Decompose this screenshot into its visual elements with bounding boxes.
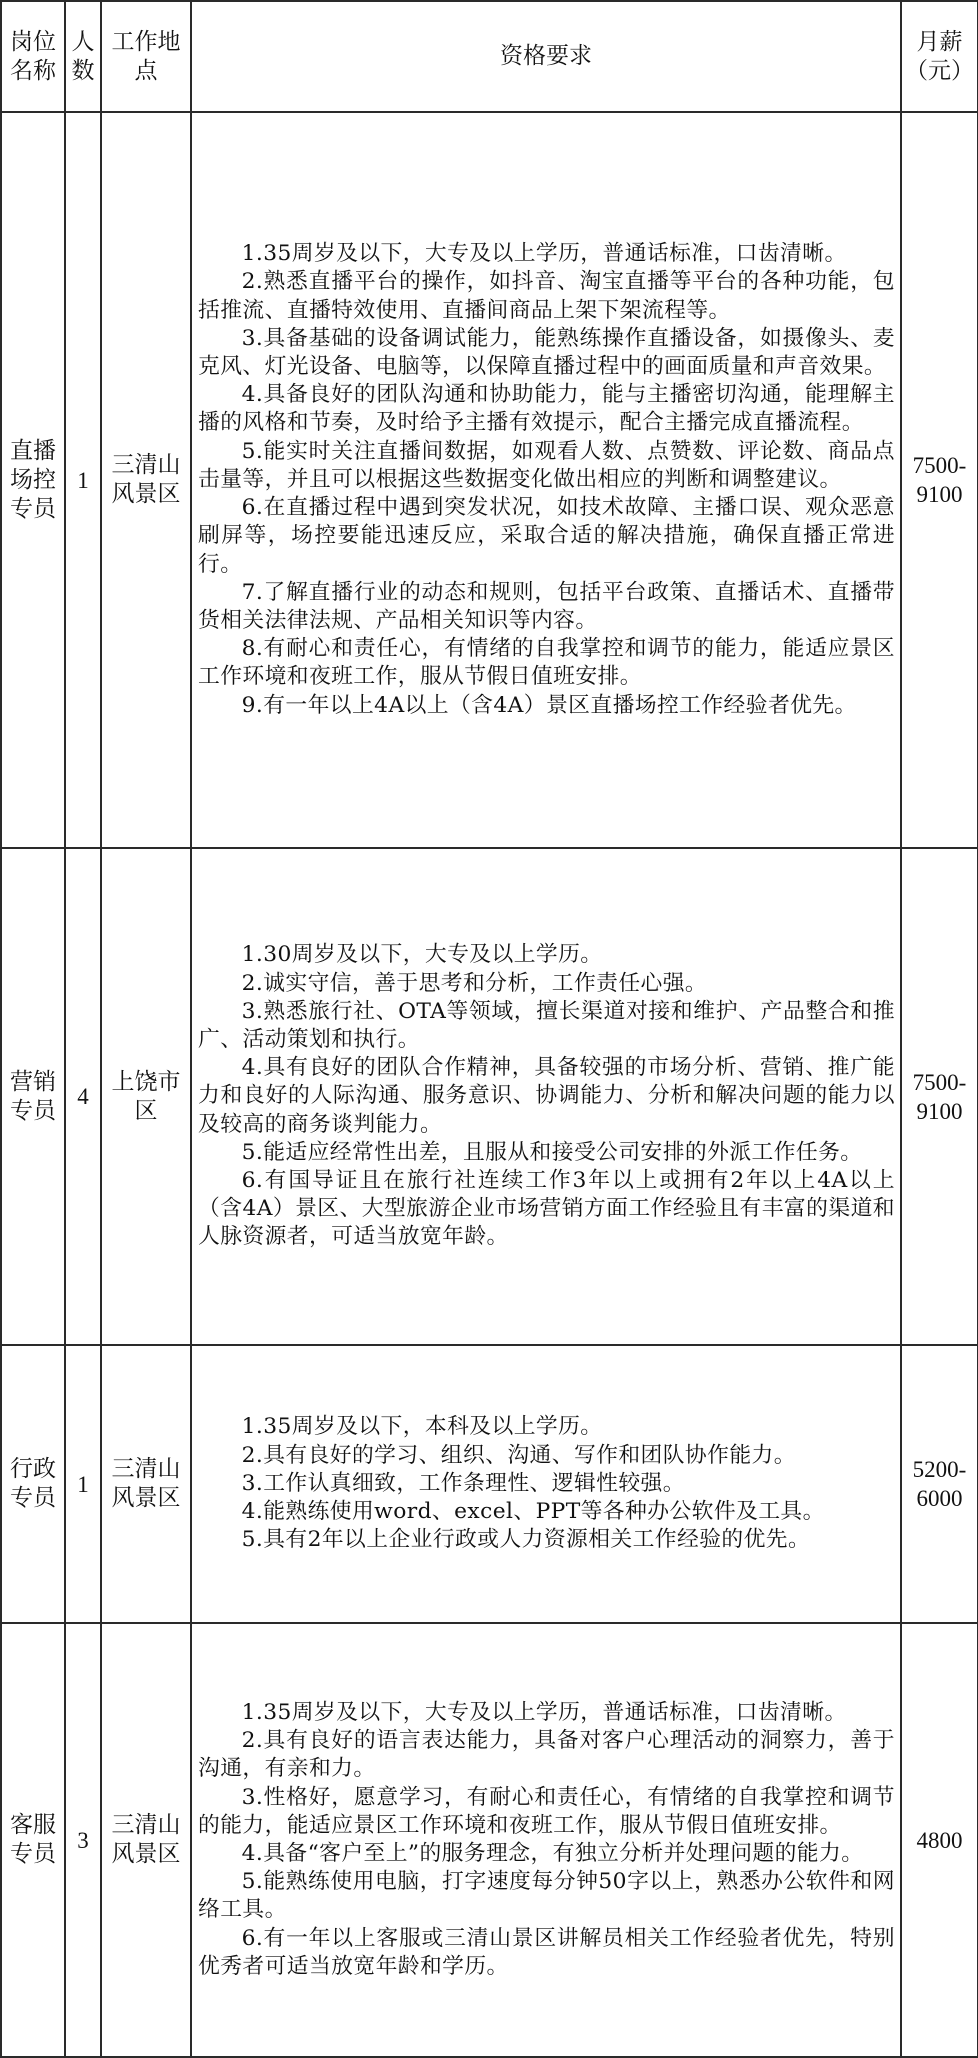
requirement-item: 3.具备基础的设备调试能力，能熟练操作直播设备，如摄像头、麦克风、灯光设备、电脑等，以保障直播过程中的画面质量和声音效果。 [198,325,895,380]
location-cell: 上饶市区 [101,848,191,1345]
salary-cell: 5200-6000 [901,1345,978,1623]
count-cell: 3 [65,1623,101,2057]
header-position: 岗位名称 [1,1,65,112]
requirement-item: 3.性格好，愿意学习，有耐心和责任心，有情绪的自我掌控和调节的能力，能适应景区工作环境和夜班工作，服从节假日值班安排。 [198,1784,895,1838]
requirement-item: 6.有一年以上客服或三清山景区讲解员相关工作经验者优先，特别优秀者可适当放宽年龄和学历。 [198,1925,895,1979]
header-salary: 月薪（元） [901,1,978,112]
position-cell: 直播场控专员 [1,112,65,848]
location-cell: 三清山风景区 [101,112,191,848]
requirement-item: 3.工作认真细致，工作条理性、逻辑性较强。 [241,1470,685,1496]
requirement-item: 8.有耐心和责任心，有情绪的自我掌控和调节的能力，能适应景区工作环境和夜班工作，服从节假日值班安排。 [198,636,895,690]
requirement-item: 1.35周岁及以下，大专及以上学历，普通话标准，口齿清晰。 [241,241,847,267]
requirement-item: 7.了解直播行业的动态和规则，包括平台政策、直播话术、直播带货相关法律法规、产品相关知识等内容。 [198,579,895,633]
requirement-item: 5.能实时关注直播间数据，如观看人数、点赞数、评论数、商品点击量等，并且可以根据这些数据变化做出相应的判断和调整建议。 [198,438,895,492]
table-row [1,1345,978,1623]
salary-cell: 4800 [901,1623,978,2057]
salary-cell: 7500-9100 [901,848,978,1345]
requirement-item: 6.有国导证且在旅行社连续工作3年以上或拥有2年以上4A以上（含4A）景区、大型旅游企业市场营销方面工作经验且有丰富的渠道和人脉资源者，可适当放宽年龄。 [198,1168,895,1250]
salary-cell: 7500-9100 [901,112,978,848]
requirement-item: 4.具有良好的团队合作精神，具备较强的市场分析、营销、推广能力和良好的人际沟通、服务意识、协调能力、分析和解决问题的能力以及较高的商务谈判能力。 [198,1055,895,1137]
header-row [1,1,978,112]
requirement-item: 2.具有良好的学习、组织、沟通、写作和团队协作能力。 [241,1442,796,1468]
count-cell: 4 [65,848,101,1345]
header-location: 工作地点 [101,1,191,112]
table-row [1,112,978,848]
location-cell: 三清山风景区 [101,1623,191,2057]
table-row [1,1623,978,2057]
requirement-item: 5.能熟练使用电脑，打字速度每分钟50字以上，熟悉办公软件和网络工具。 [198,1869,895,1923]
position-cell: 营销专员 [1,848,65,1345]
table-row [1,848,978,1345]
requirement-item: 3.熟悉旅行社、OTA等领域，擅长渠道对接和维护、产品整合和推广、活动策划和执行。 [198,998,895,1052]
header-requirements: 资格要求 [191,1,901,112]
position-cell: 客服专员 [1,1623,65,2057]
requirement-item: 9.有一年以上4A以上（含4A）景区直播场控工作经验者优先。 [241,692,857,718]
requirements-cell [191,112,901,848]
requirement-item: 2.诚实守信，善于思考和分析，工作责任心强。 [241,970,708,996]
count-cell: 1 [65,1345,101,1623]
requirement-item: 5.能适应经常性出差，且服从和接受公司安排的外派工作任务。 [241,1139,863,1165]
header-count: 人数 [65,1,101,112]
requirement-item: 5.具有2年以上企业行政或人力资源相关工作经验的优先。 [241,1527,811,1553]
count-cell: 1 [65,112,101,848]
requirement-item: 4.具备“客户至上”的服务理念，有独立分析并处理问题的能力。 [241,1841,864,1866]
requirements-cell [191,1623,901,2057]
requirement-item: 6.在直播过程中遇到突发状况，如技术故障、主播口误、观众恶意刷屏等，场控要能迅速反应，采取合适的解决措施，确保直播正常进行。 [198,495,895,577]
requirement-item: 4.能熟练使用word、excel、PPT等各种办公软件及工具。 [241,1499,825,1525]
location-cell: 三清山风景区 [101,1345,191,1623]
requirement-item: 1.35周岁及以下，大专及以上学历，普通话标准，口齿清晰。 [241,1699,847,1725]
requirement-item: 1.35周岁及以下，本科及以上学历。 [241,1414,603,1440]
requirements-cell [191,848,901,1345]
requirement-item: 4.具备良好的团队沟通和协助能力，能与主播密切沟通，能理解主播的风格和节奏，及时给予主播有效提示，配合主播完成直播流程。 [198,382,895,436]
requirement-item: 1.30周岁及以下，大专及以上学历。 [241,942,603,968]
requirements-cell [191,1345,901,1623]
position-cell: 行政专员 [1,1345,65,1623]
requirement-item: 2.熟悉直播平台的操作，如抖音、淘宝直播等平台的各种功能，包括推流、直播特效使用、直播间商品上架下架流程等。 [198,269,895,323]
requirement-item: 2.具有良好的语言表达能力，具备对客户心理活动的洞察力，善于沟通，有亲和力。 [198,1728,895,1782]
